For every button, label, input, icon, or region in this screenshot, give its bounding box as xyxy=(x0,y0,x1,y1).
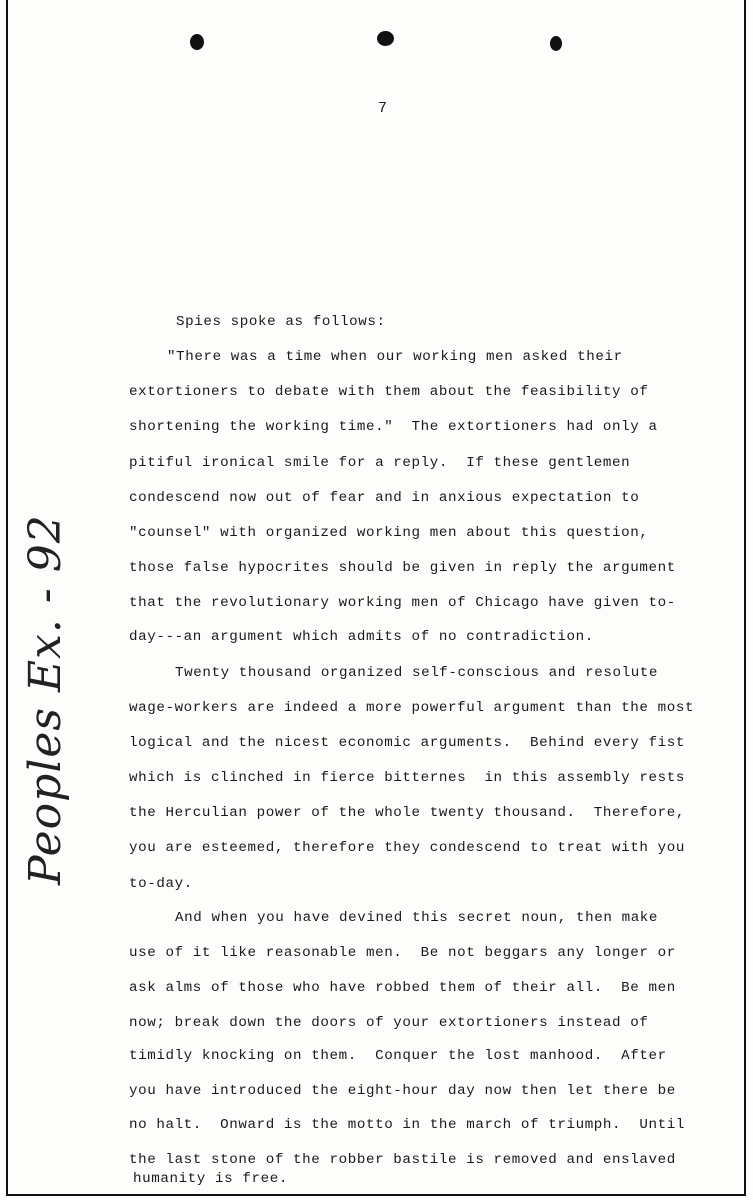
text-line: And when you have devined this secret noun, then make xyxy=(175,910,659,926)
text-line: timidly knocking on them. Conquer the lost manhood. After xyxy=(129,1048,667,1064)
text-line: "counsel" with organized working men about this question, xyxy=(129,525,649,541)
text-line: which is clinched in fierce bitternes in this assembly rests xyxy=(129,770,685,786)
handwritten-exhibit-note: Peoples Ex. - 92 xyxy=(20,514,71,885)
punch-hole xyxy=(190,34,204,50)
text-line: that the revolutionary working men of Chicago have given to- xyxy=(129,595,676,611)
text-line: you are esteemed, therefore they condescend to treat with you xyxy=(129,840,685,856)
text-line: no halt. Onward is the motto in the march of triumph. Until xyxy=(129,1117,685,1133)
text-line: ask alms of those who have robbed them of their all. Be men xyxy=(129,980,676,996)
text-line: logical and the nicest economic arguments. Behind every fist xyxy=(129,735,685,751)
text-line: the last stone of the robber bastile is removed and enslaved xyxy=(129,1152,676,1168)
punch-hole xyxy=(377,31,394,46)
text-line: to-day. xyxy=(129,876,193,892)
punch-hole xyxy=(550,36,562,51)
text-line: "There was a time when our working men asked their xyxy=(167,349,623,365)
text-line: those false hypocrites should be given in reply the argument xyxy=(129,560,676,576)
text-line: Spies spoke as follows: xyxy=(176,314,386,330)
text-line: you have introduced the eight-hour day now then let there be xyxy=(129,1083,676,1099)
text-line: day---an argument which admits of no contradiction. xyxy=(129,629,594,645)
text-line: humanity is free. xyxy=(133,1171,288,1187)
text-line: use of it like reasonable men. Be not beggars any longer or xyxy=(129,945,676,961)
text-line: the Herculian power of the whole twenty thousand. Therefore, xyxy=(129,805,685,821)
text-line: shortening the working time." The extortioners had only a xyxy=(129,419,658,435)
text-line: Twenty thousand organized self-conscious and resolute xyxy=(175,665,659,681)
text-line: wage-workers are indeed a more powerful argument than the most xyxy=(129,700,695,716)
page-number: 7 xyxy=(378,100,388,117)
text-line: condescend now out of fear and in anxious expectation to xyxy=(129,490,640,506)
text-line: pitiful ironical smile for a reply. If these gentlemen xyxy=(129,455,631,471)
text-line: now; break down the doors of your extortioners instead of xyxy=(129,1015,649,1031)
text-line: extortioners to debate with them about the feasibility of xyxy=(129,384,649,400)
